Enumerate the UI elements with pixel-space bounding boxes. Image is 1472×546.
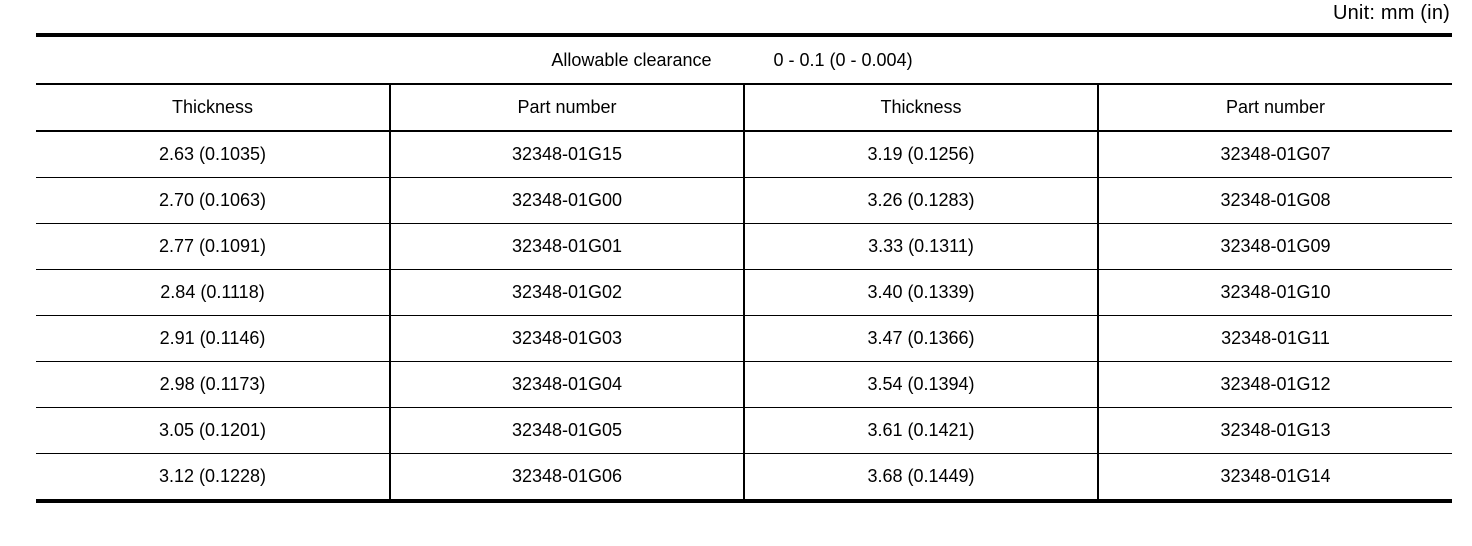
- thickness-cell: 3.05 (0.1201): [36, 408, 390, 454]
- thickness-cell: 2.70 (0.1063): [36, 178, 390, 224]
- header-part-number-2: Part number: [1098, 84, 1452, 131]
- table-row: [36, 178, 1452, 224]
- table-row: [36, 131, 1452, 178]
- part-number-cell: 32348-01G12: [1098, 362, 1452, 408]
- part-number-cell: 32348-01G10: [1098, 270, 1452, 316]
- part-number-cell: 32348-01G02: [390, 270, 744, 316]
- shim-selection-table: [36, 33, 1452, 503]
- part-number-cell: 32348-01G11: [1098, 316, 1452, 362]
- thickness-cell: 2.63 (0.1035): [36, 131, 390, 178]
- thickness-cell: 3.54 (0.1394): [744, 362, 1098, 408]
- part-number-cell: 32348-01G03: [390, 316, 744, 362]
- clearance-label: Allowable clearance: [551, 49, 712, 70]
- header-part-number-1: Part number: [390, 84, 744, 131]
- thickness-cell: 2.77 (0.1091): [36, 224, 390, 270]
- clearance-value: 0 - 0.1 (0 - 0.004): [773, 49, 913, 70]
- thickness-cell: 3.33 (0.1311): [744, 224, 1098, 270]
- unit-label: Unit: mm (in): [1332, 2, 1450, 24]
- clearance-row: [36, 35, 1452, 84]
- table-row: [36, 408, 1452, 454]
- thickness-cell: 3.61 (0.1421): [744, 408, 1098, 454]
- part-number-cell: 32348-01G09: [1098, 224, 1452, 270]
- header-thickness-2: Thickness: [744, 84, 1098, 131]
- part-number-cell: 32348-01G01: [390, 224, 744, 270]
- part-number-cell: 32348-01G13: [1098, 408, 1452, 454]
- thickness-cell: 3.40 (0.1339): [744, 270, 1098, 316]
- part-number-cell: 32348-01G06: [390, 454, 744, 502]
- part-number-cell: 32348-01G15: [390, 131, 744, 178]
- part-number-cell: 32348-01G00: [390, 178, 744, 224]
- table-row: [36, 362, 1452, 408]
- thickness-cell: 2.84 (0.1118): [36, 270, 390, 316]
- clearance-cell: [36, 35, 1452, 84]
- thickness-cell: 3.12 (0.1228): [36, 454, 390, 502]
- header-row: [36, 84, 1452, 131]
- header-thickness-1: Thickness: [36, 84, 390, 131]
- part-number-cell: 32348-01G08: [1098, 178, 1452, 224]
- table-row: [36, 224, 1452, 270]
- thickness-cell: 2.98 (0.1173): [36, 362, 390, 408]
- thickness-cell: 2.91 (0.1146): [36, 316, 390, 362]
- thickness-cell: 3.19 (0.1256): [744, 131, 1098, 178]
- thickness-cell: 3.47 (0.1366): [744, 316, 1098, 362]
- thickness-cell: 3.68 (0.1449): [744, 454, 1098, 502]
- table-row: [36, 454, 1452, 502]
- part-number-cell: 32348-01G05: [390, 408, 744, 454]
- table-row: [36, 316, 1452, 362]
- table-row: [36, 270, 1452, 316]
- part-number-cell: 32348-01G07: [1098, 131, 1452, 178]
- thickness-cell: 3.26 (0.1283): [744, 178, 1098, 224]
- thickness-part-table: [36, 33, 1452, 503]
- part-number-cell: 32348-01G04: [390, 362, 744, 408]
- part-number-cell: 32348-01G14: [1098, 454, 1452, 502]
